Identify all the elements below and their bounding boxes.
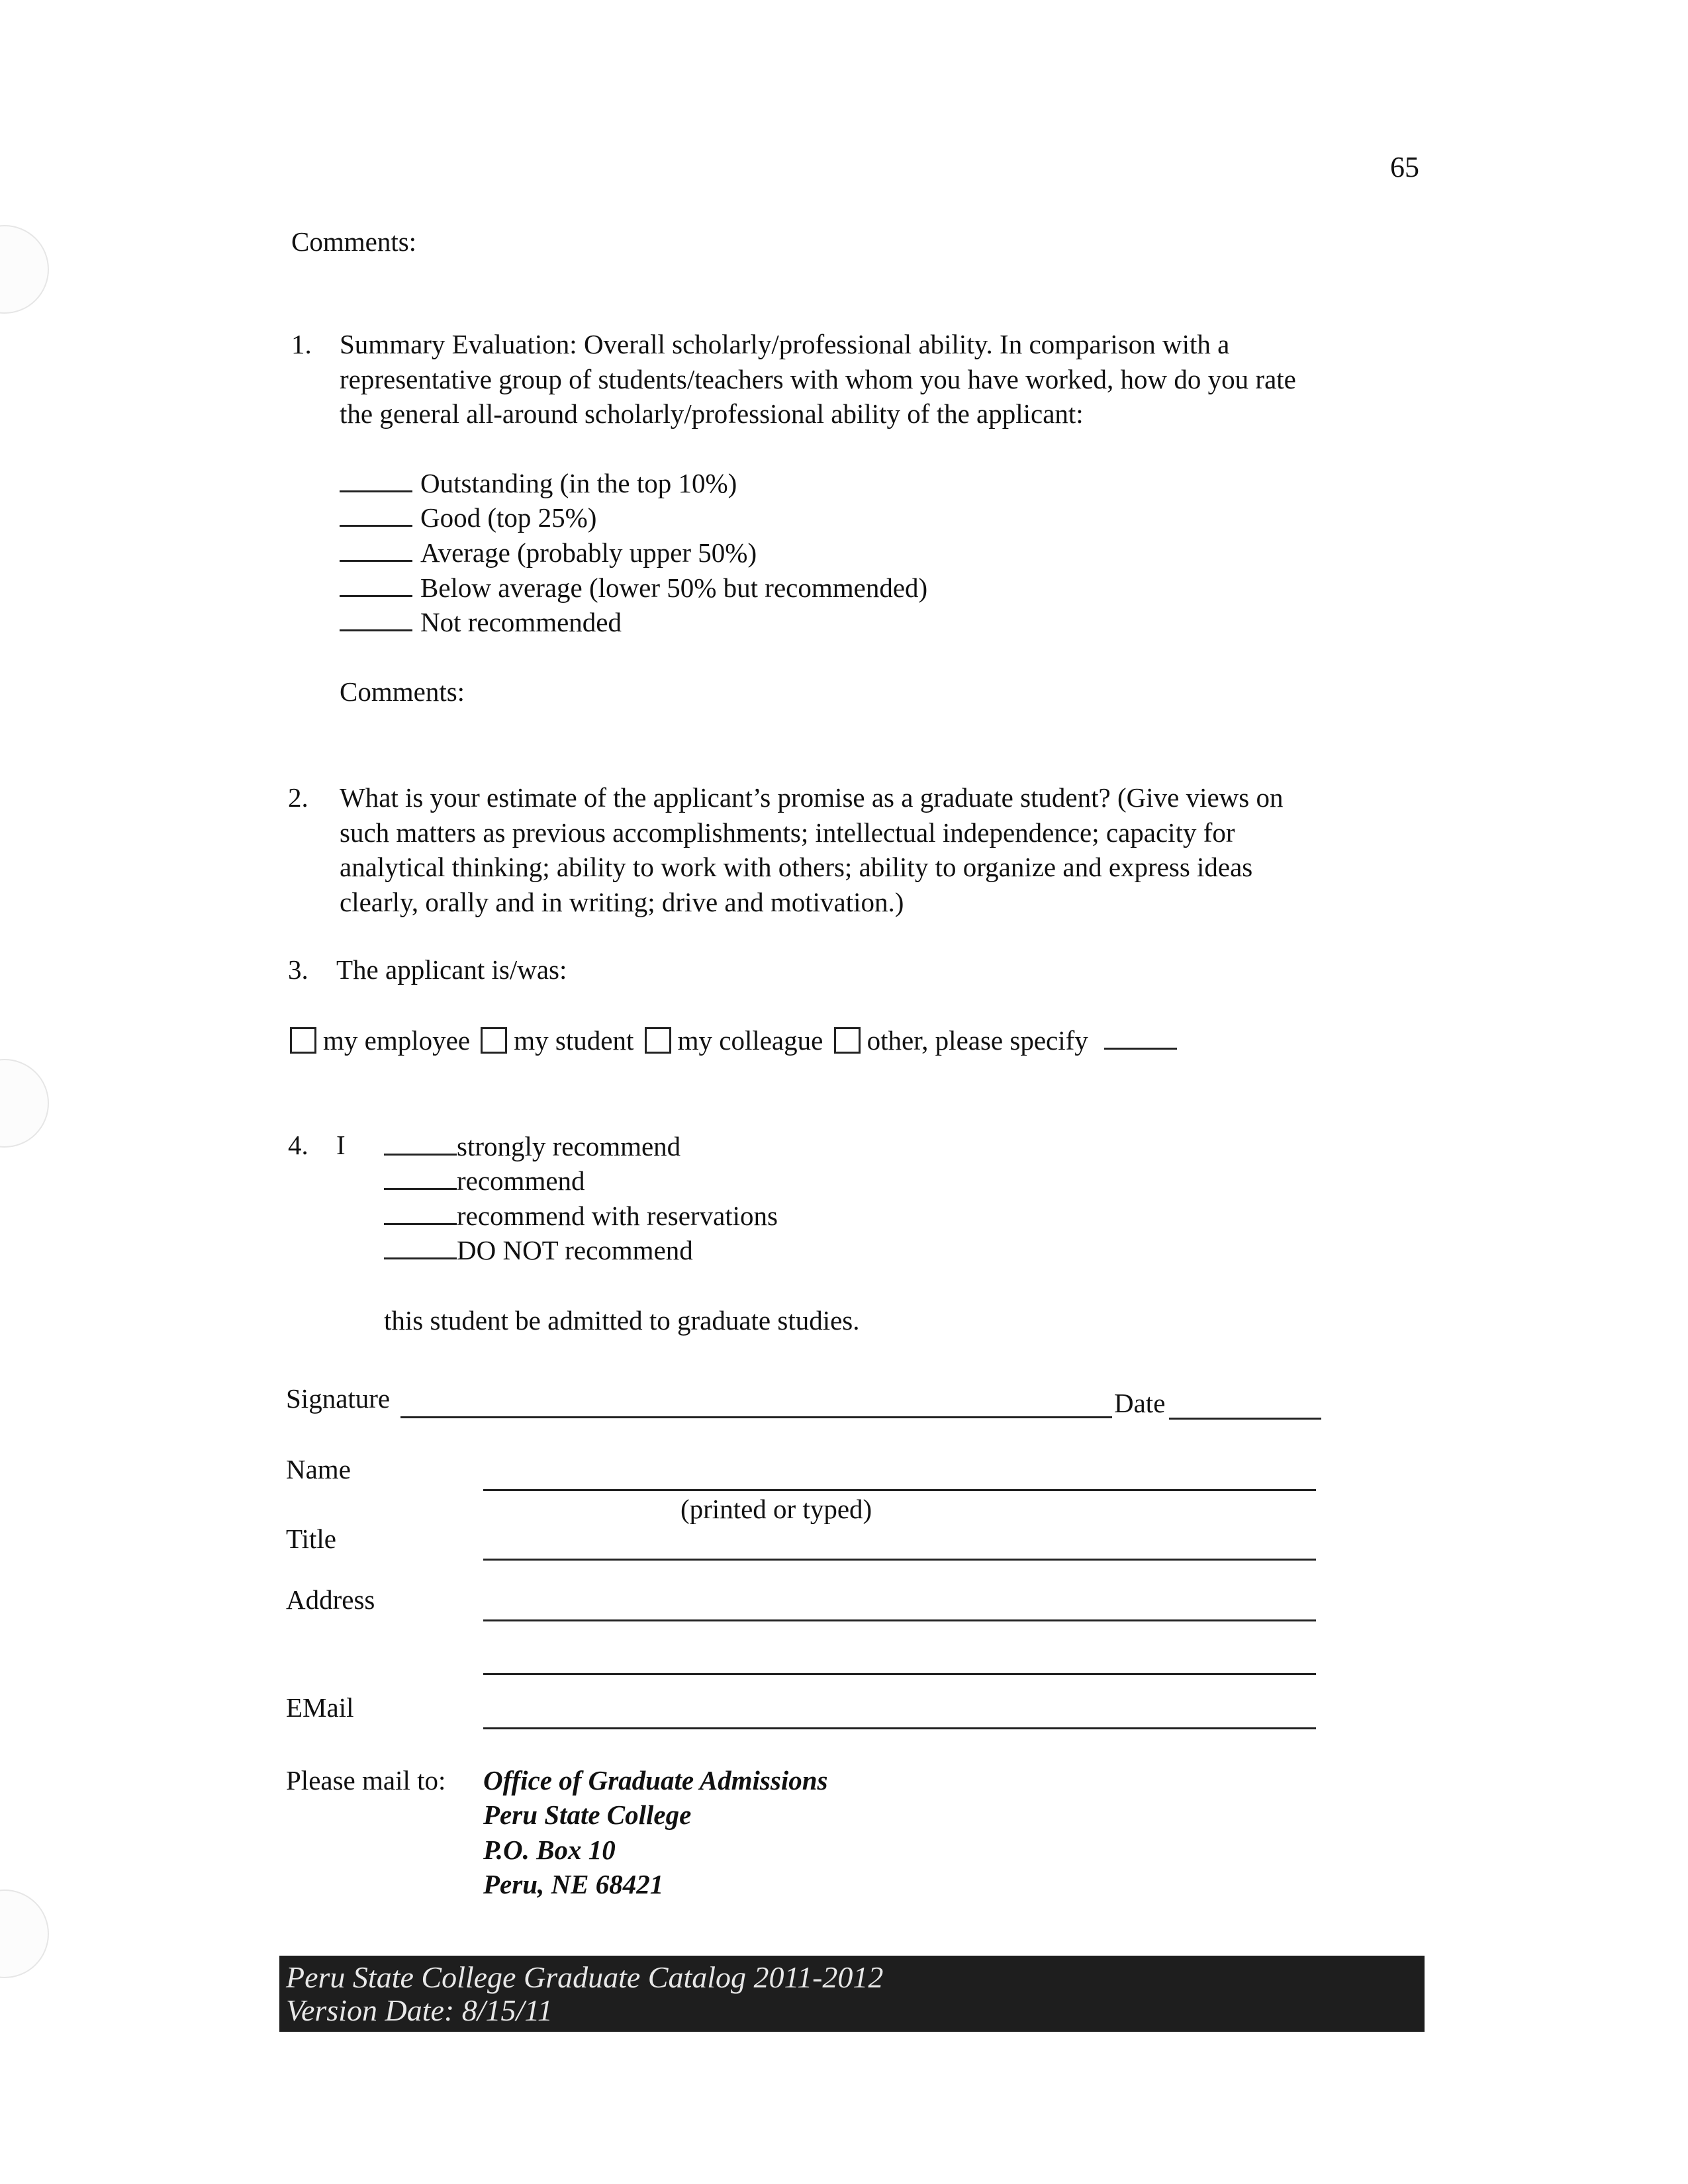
q4-closing-text: this student be admitted to graduate studies. xyxy=(384,1305,860,1336)
checkbox-student[interactable] xyxy=(481,1027,507,1054)
q3-checkbox-row xyxy=(290,1023,1177,1058)
address-line-2[interactable] xyxy=(483,1673,1316,1675)
signature-line[interactable] xyxy=(400,1416,1112,1418)
page-number: 65 xyxy=(1390,151,1419,183)
answer-blank[interactable] xyxy=(340,500,412,527)
footer-catalog-title: Peru State College Graduate Catalog 2011-2012 xyxy=(286,1960,884,1994)
title-line[interactable] xyxy=(483,1559,1316,1561)
comments-label-top: Comments: xyxy=(291,226,417,257)
checkbox-other[interactable] xyxy=(834,1027,861,1054)
date-line[interactable] xyxy=(1169,1418,1321,1420)
answer-blank[interactable] xyxy=(340,570,412,597)
answer-blank[interactable] xyxy=(340,604,412,631)
signature-label: Signature xyxy=(286,1383,391,1414)
q1-option-good[interactable]: Good (top 25%) xyxy=(340,500,596,535)
title-label: Title xyxy=(286,1524,336,1554)
other-specify-blank[interactable] xyxy=(1104,1023,1177,1050)
q4-number: 4. xyxy=(288,1130,308,1160)
q4-option-recommend[interactable]: recommend xyxy=(384,1163,585,1198)
name-line[interactable] xyxy=(483,1489,1316,1491)
label-colleague: my colleague xyxy=(677,1025,823,1056)
label-student: my student xyxy=(514,1025,634,1056)
footer-version-date: Version Date: 8/15/11 xyxy=(286,1993,553,2027)
answer-blank[interactable] xyxy=(340,465,412,492)
q3-text: The applicant is/was: xyxy=(336,954,567,985)
binder-hole-bottom xyxy=(0,1889,49,1978)
label-other: other, please specify xyxy=(867,1025,1088,1056)
q1-comments-label: Comments: xyxy=(340,676,465,707)
q4-option-strongly-recommend[interactable]: strongly recommend xyxy=(384,1128,680,1163)
q4-option-with-reservations[interactable]: recommend with reservations xyxy=(384,1198,778,1233)
checkbox-employee[interactable] xyxy=(290,1027,316,1054)
catalog-footer-banner xyxy=(279,1956,1425,2032)
mail-address-line1: Office of Graduate Admissions xyxy=(483,1765,828,1796)
q2-text-line1: What is your estimate of the applicant’s promise as a graduate student? (Give views on xyxy=(340,782,1284,813)
q2-text-line4: clearly, orally and in writing; drive and motivation.) xyxy=(340,887,904,917)
q4-subject: I xyxy=(336,1130,346,1160)
q1-number: 1. xyxy=(291,329,312,359)
q2-text-line2: such matters as previous accomplishments; intellectual independence; capacity for xyxy=(340,817,1235,848)
q1-option-outstanding[interactable]: Outstanding (in the top 10%) xyxy=(340,465,737,500)
answer-blank[interactable] xyxy=(384,1198,457,1225)
date-label: Date xyxy=(1114,1388,1166,1418)
q2-text-line3: analytical thinking; ability to work with others; ability to organize and express ideas xyxy=(340,852,1253,882)
label-employee: my employee xyxy=(323,1025,471,1056)
address-line-1[interactable] xyxy=(483,1619,1316,1621)
mail-address-line4: Peru, NE 68421 xyxy=(483,1869,664,1899)
q1-text-line1: Summary Evaluation: Overall scholarly/professional ability. In comparison with a xyxy=(340,329,1230,359)
checkbox-colleague[interactable] xyxy=(645,1027,671,1054)
q1-option-not-recommended[interactable]: Not recommended xyxy=(340,604,622,639)
q3-number: 3. xyxy=(288,954,308,985)
mail-to-label: Please mail to: xyxy=(286,1765,446,1796)
answer-blank[interactable] xyxy=(384,1128,457,1156)
q1-option-below-average[interactable]: Below average (lower 50% but recommended) xyxy=(340,570,927,605)
answer-blank[interactable] xyxy=(384,1232,457,1259)
q1-option-average[interactable]: Average (probably upper 50%) xyxy=(340,535,757,570)
q2-number: 2. xyxy=(288,782,308,813)
q4-option-do-not-recommend[interactable]: DO NOT recommend xyxy=(384,1232,693,1267)
email-label: EMail xyxy=(286,1692,354,1723)
mail-address-line3: P.O. Box 10 xyxy=(483,1835,616,1865)
answer-blank[interactable] xyxy=(340,535,412,562)
name-label: Name xyxy=(286,1454,351,1484)
binder-hole-middle xyxy=(0,1059,49,1148)
q1-text-line3: the general all-around scholarly/professional ability of the applicant: xyxy=(340,398,1084,429)
printed-or-typed-note: (printed or typed) xyxy=(680,1494,872,1524)
binder-hole-top xyxy=(0,225,49,314)
email-line[interactable] xyxy=(483,1727,1316,1729)
q1-text-line2: representative group of students/teachers with whom you have worked, how do you rate xyxy=(340,364,1296,394)
answer-blank[interactable] xyxy=(384,1163,457,1190)
mail-address-line2: Peru State College xyxy=(483,1799,692,1830)
address-label: Address xyxy=(286,1584,375,1615)
